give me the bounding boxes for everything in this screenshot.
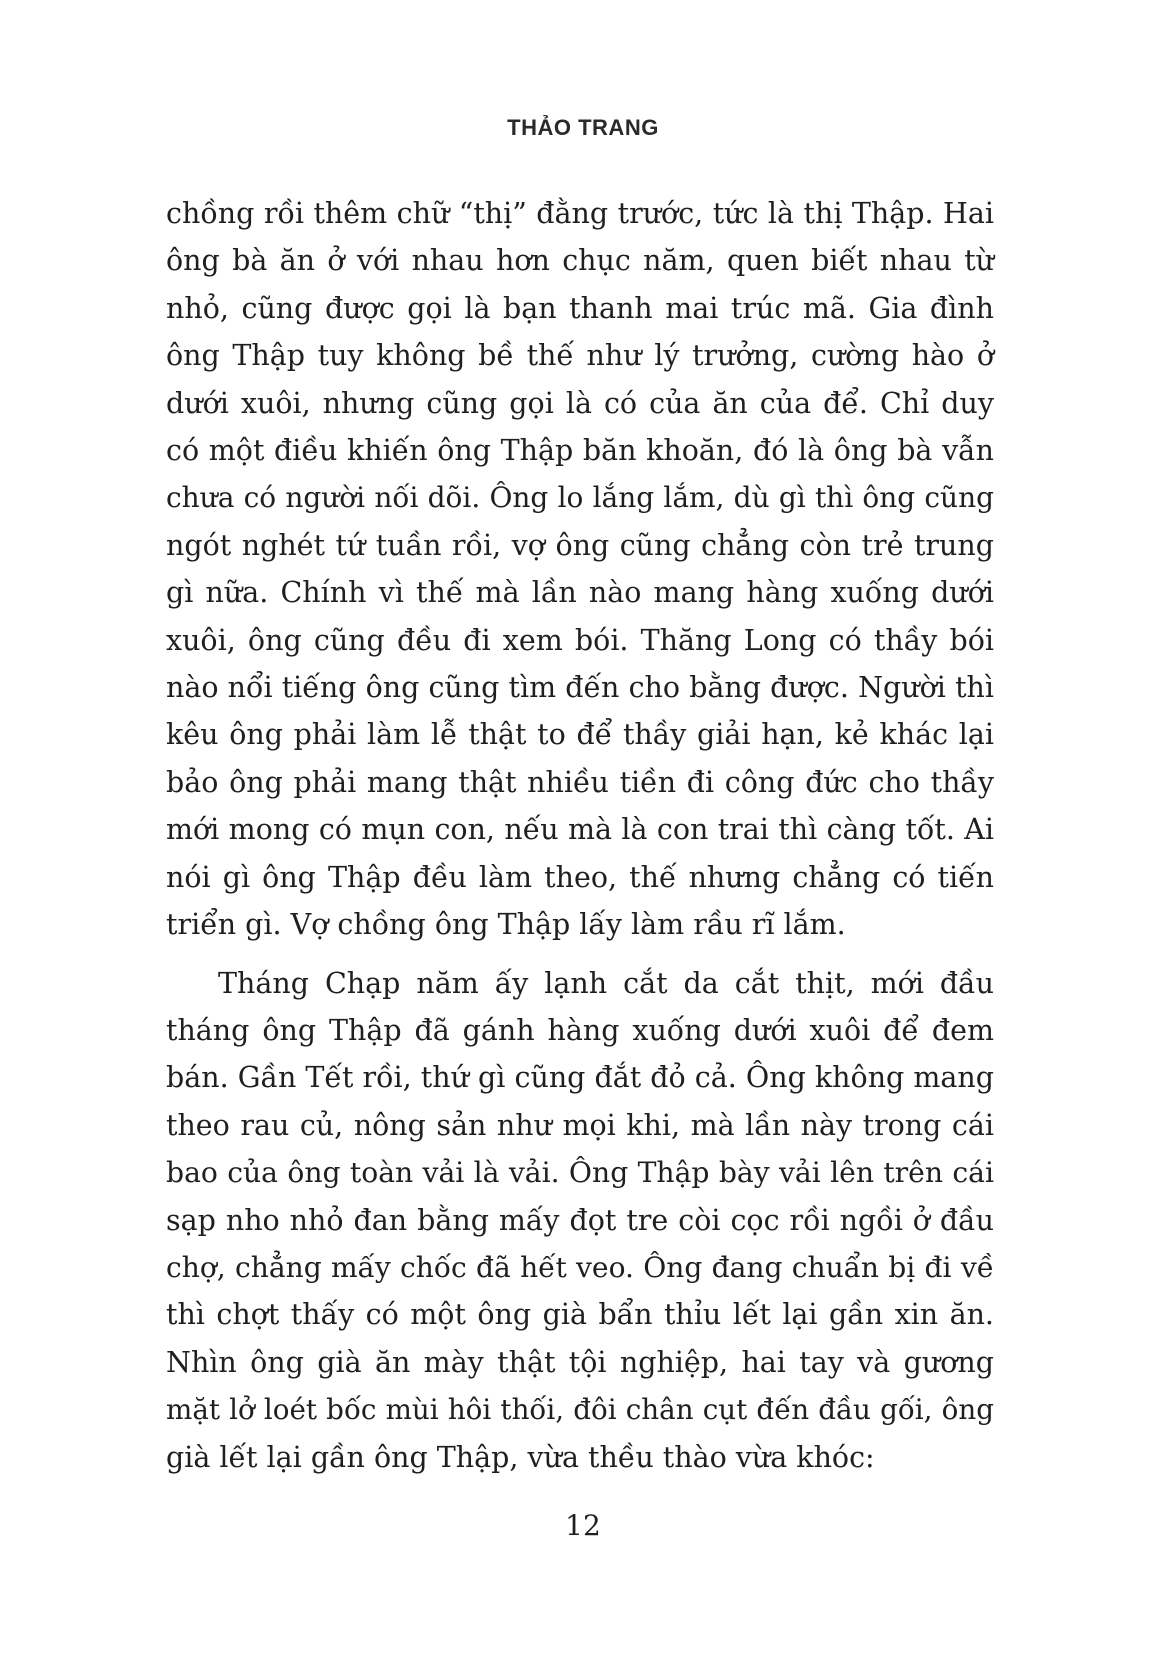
body-text [166, 190, 994, 1481]
paragraph-2 [166, 960, 994, 1481]
text-line: theo rau củ, nông sản như mọi khi, mà lần này trong cái [166, 1108, 994, 1142]
text-line: triển gì. Vợ chồng ông Thập lấy làm rầu rĩ lắm. [166, 908, 846, 942]
paragraph-1 [166, 190, 994, 949]
text-line: bao của ông toàn vải là vải. Ông Thập bày vải lên trên cái [166, 1156, 994, 1190]
text-line: mặt lở loét bốc mùi hôi thối, đôi chân cụt đến đầu gối, ông [166, 1393, 994, 1427]
text-line: mới mong có mụn con, nếu mà là con trai thì càng tốt. Ai [166, 813, 994, 847]
text-line: gì nữa. Chính vì thế mà lần nào mang hàng xuống dưới [166, 576, 994, 610]
text-line: bán. Gần Tết rồi, thứ gì cũng đắt đỏ cả. Ông không mang [166, 1061, 994, 1095]
text-line: bảo ông phải mang thật nhiều tiền đi công đức cho thầy [166, 765, 994, 799]
text-line: kêu ông phải làm lễ thật to để thầy giải hạn, kẻ khác lại [166, 718, 994, 752]
text-line: nào nổi tiếng ông cũng tìm đến cho bằng được. Người thì [166, 671, 994, 705]
text-line: dưới xuôi, nhưng cũng gọi là có của ăn của để. Chỉ duy [166, 386, 994, 420]
text-line: tháng ông Thập đã gánh hàng xuống dưới xuôi để đem [166, 1013, 994, 1047]
text-line: xuôi, ông cũng đều đi xem bói. Thăng Long có thầy bói [166, 623, 994, 657]
running-header-author: THẢO TRANG [507, 115, 659, 140]
text-line: chưa có người nối dõi. Ông lo lắng lắm, dù gì thì ông cũng [166, 481, 994, 515]
text-line: nói gì ông Thập đều làm theo, thế nhưng chẳng có tiến [166, 860, 994, 894]
text-line: ngót nghét tứ tuần rồi, vợ ông cũng chẳng còn trẻ trung [166, 528, 994, 562]
text-line: Tháng Chạp năm ấy lạnh cắt da cắt thịt, mới đầu [218, 966, 994, 1000]
text-line: ông Thập tuy không bề thế như lý trưởng, cường hào ở [166, 339, 994, 373]
text-line: thì chợt thấy có một ông già bẩn thỉu lết lại gần xin ăn. [166, 1298, 994, 1332]
text-line: sạp nho nhỏ đan bằng mấy đọt tre còi cọc rồi ngồi ở đầu [166, 1203, 994, 1237]
text-line: chồng rồi thêm chữ “thị” đằng trước, tức là thị Thập. Hai [166, 197, 994, 230]
text-line: nhỏ, cũng được gọi là bạn thanh mai trúc mã. Gia đình [166, 291, 994, 325]
page-number: 12 [565, 1509, 601, 1542]
text-line: chợ, chẳng mấy chốc đã hết veo. Ông đang chuẩn bị đi về [166, 1250, 994, 1284]
text-line: có một điều khiến ông Thập băn khoăn, đó là ông bà vẫn [166, 434, 994, 468]
text-line: ông bà ăn ở với nhau hơn chục năm, quen biết nhau từ [166, 244, 994, 278]
text-line: Nhìn ông già ăn mày thật tội nghiệp, hai tay và gương [166, 1345, 994, 1379]
text-line: già lết lại gần ông Thập, vừa thều thào vừa khóc: [166, 1440, 875, 1474]
